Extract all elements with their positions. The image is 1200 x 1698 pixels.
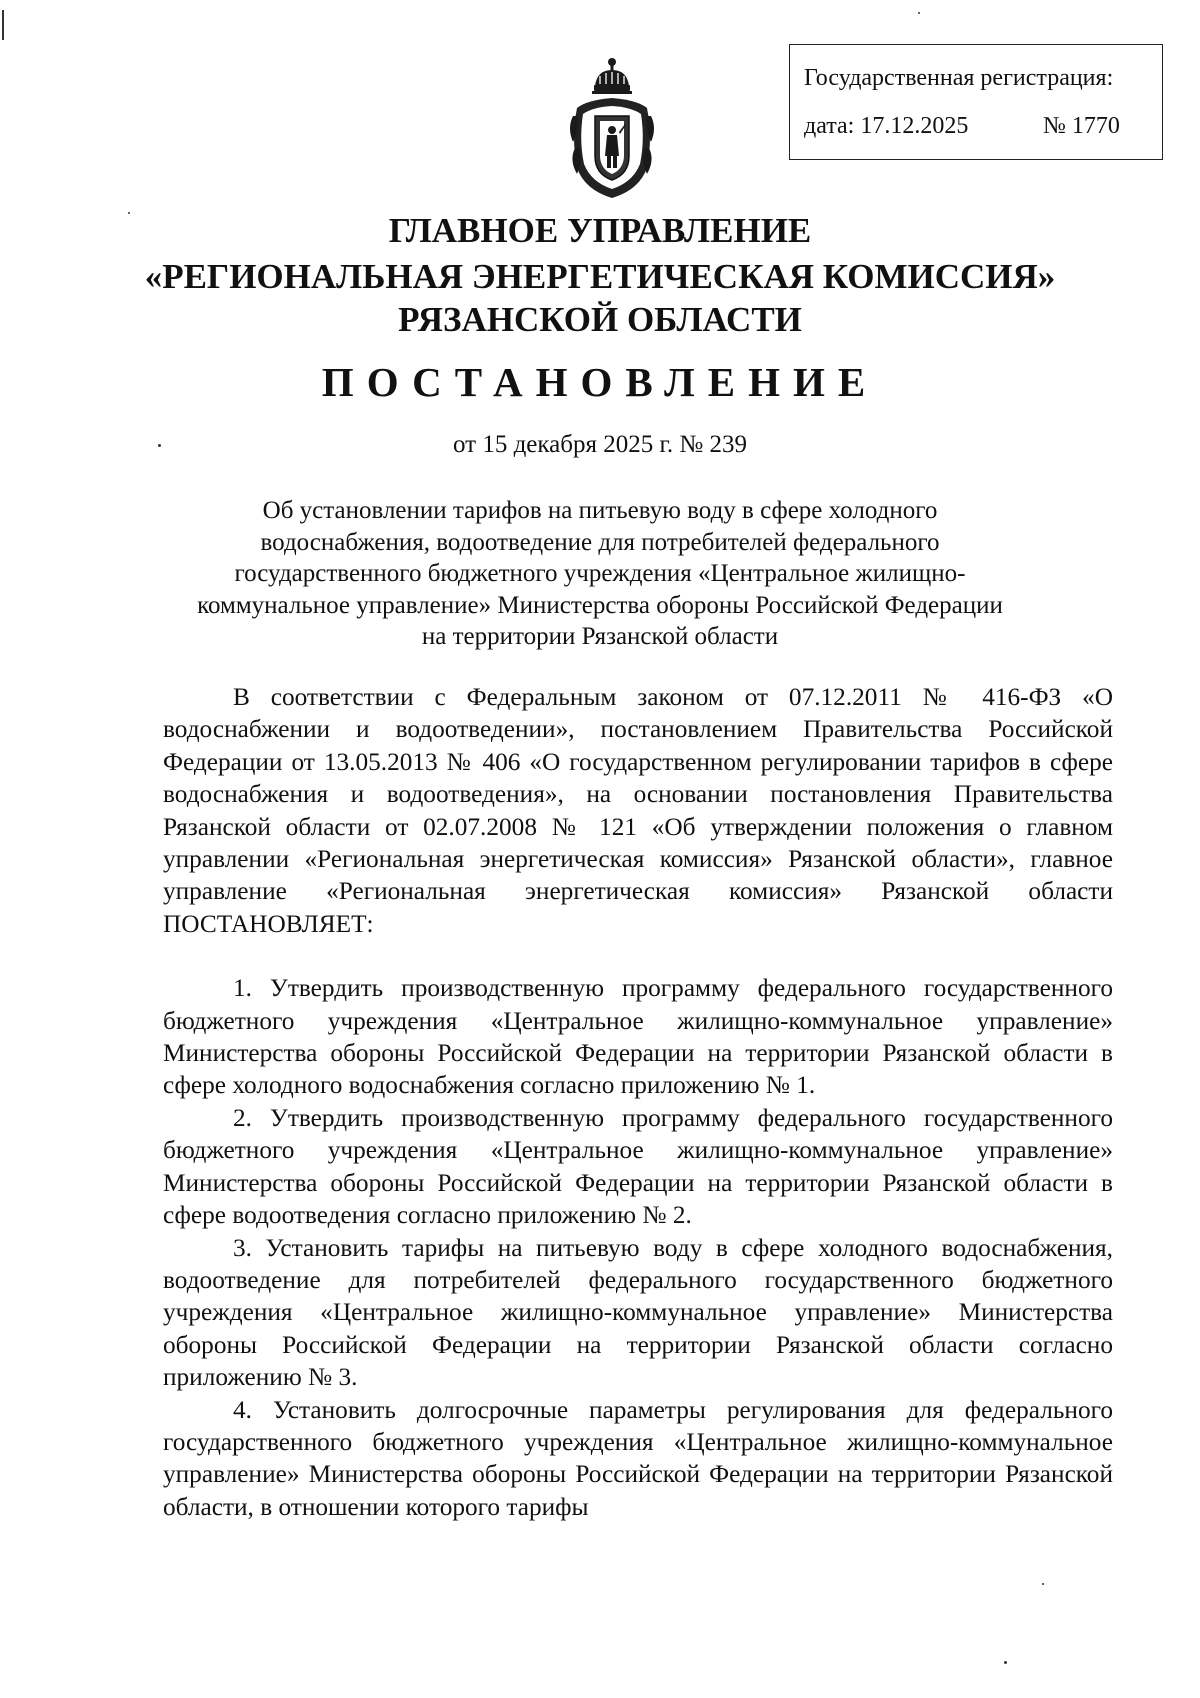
- registration-date: дата: 17.12.2025: [804, 113, 969, 139]
- subject-line: коммунальное управление» Министерства обороны Российской Федерации: [197, 591, 1003, 619]
- ryazan-coat-of-arms-icon: [567, 56, 657, 204]
- act-date-number: от 15 декабря 2025 г. № 239: [452, 431, 748, 458]
- org-name-line-1: ГЛАВНОЕ УПРАВЛЕНИЕ: [388, 211, 812, 250]
- scan-speck: [918, 12, 920, 14]
- org-name-line-2: «РЕГИОНАЛЬНАЯ ЭНЕРГЕТИЧЕСКАЯ КОМИССИЯ»: [144, 257, 1056, 296]
- preamble-paragraph: В соответствии с Федеральным законом от 07.12.2011 № 416-ФЗ «О водоснабжении и водоотведении», постановлением Правительства Российской Федерации от 13.05.2013 № 406 «О государственном регулировании тарифов в сфере водоснабжения и водоотведения», на основании постановления Правительства Рязанской области от 02.07.2008 № 121 «Об утверждении положения о главном управлении «Региональная энергетическая комиссия» Рязанской области», главное управление «Региональная энергетическая комиссия» Рязанской области ПОСТАНОВЛЯЕТ:: [163, 683, 1113, 938]
- decision-item-2: 2. Утвердить производственную программу федерального государственного бюджетного учреждения «Центральное жилищно-коммунальное управление» Министерства обороны Российской Федерации на территории Рязанской области в сфере водоотведения согласно приложению № 2.: [163, 1103, 1113, 1230]
- subject-line: водоснабжения, водоотведение для потребителей федерального: [260, 528, 940, 556]
- scan-speck: [158, 444, 161, 447]
- act-subject: [160, 495, 1040, 653]
- subject-line: государственного бюджетного учреждения «Центральное жилищно-: [234, 560, 966, 587]
- decision-item-3: 3. Установить тарифы на питьевую воду в сфере холодного водоснабжения, водоотведение для потребителей федерального государственного бюджетного учреждения «Центральное жилищно-коммунальное управление» Министерства обороны Российской Федерации на территории Рязанской области согласно приложению № 3.: [163, 1233, 1113, 1392]
- scan-speck: [128, 212, 130, 214]
- subject-line: на территории Рязанской области: [421, 623, 779, 650]
- registration-title: Государственная регистрация:: [804, 65, 1114, 91]
- decision-item-1: 1. Утвердить производственную программу федерального государственного бюджетного учреждения «Центральное жилищно-коммунальное управление» Министерства обороны Российской Федерации на территории Рязанской области в сфере холодного водоснабжения согласно приложению № 1.: [163, 974, 1113, 1100]
- scan-speck: [1004, 1661, 1007, 1664]
- registration-box: [789, 44, 1163, 160]
- decision-item-4: 4. Установить долгосрочные параметры регулирования для федерального государственного бюджетного учреждения «Центральное жилищно-коммунальное управление» Министерства обороны Российской Федерации на территории Рязанской области, в отношении которого тарифы: [163, 1395, 1113, 1521]
- act-body: [163, 681, 1113, 1523]
- scan-speck: [1042, 1583, 1044, 1585]
- act-type-title: ПОСТАНОВЛЕНИЕ: [321, 359, 879, 405]
- org-name-line-3: РЯЗАНСКОЙ ОБЛАСТИ: [398, 300, 802, 339]
- registration-number: № 1770: [1043, 113, 1120, 139]
- subject-line: Об установлении тарифов на питьевую воду в сфере холодного: [262, 497, 938, 524]
- scan-edge-mark: [2, 10, 4, 40]
